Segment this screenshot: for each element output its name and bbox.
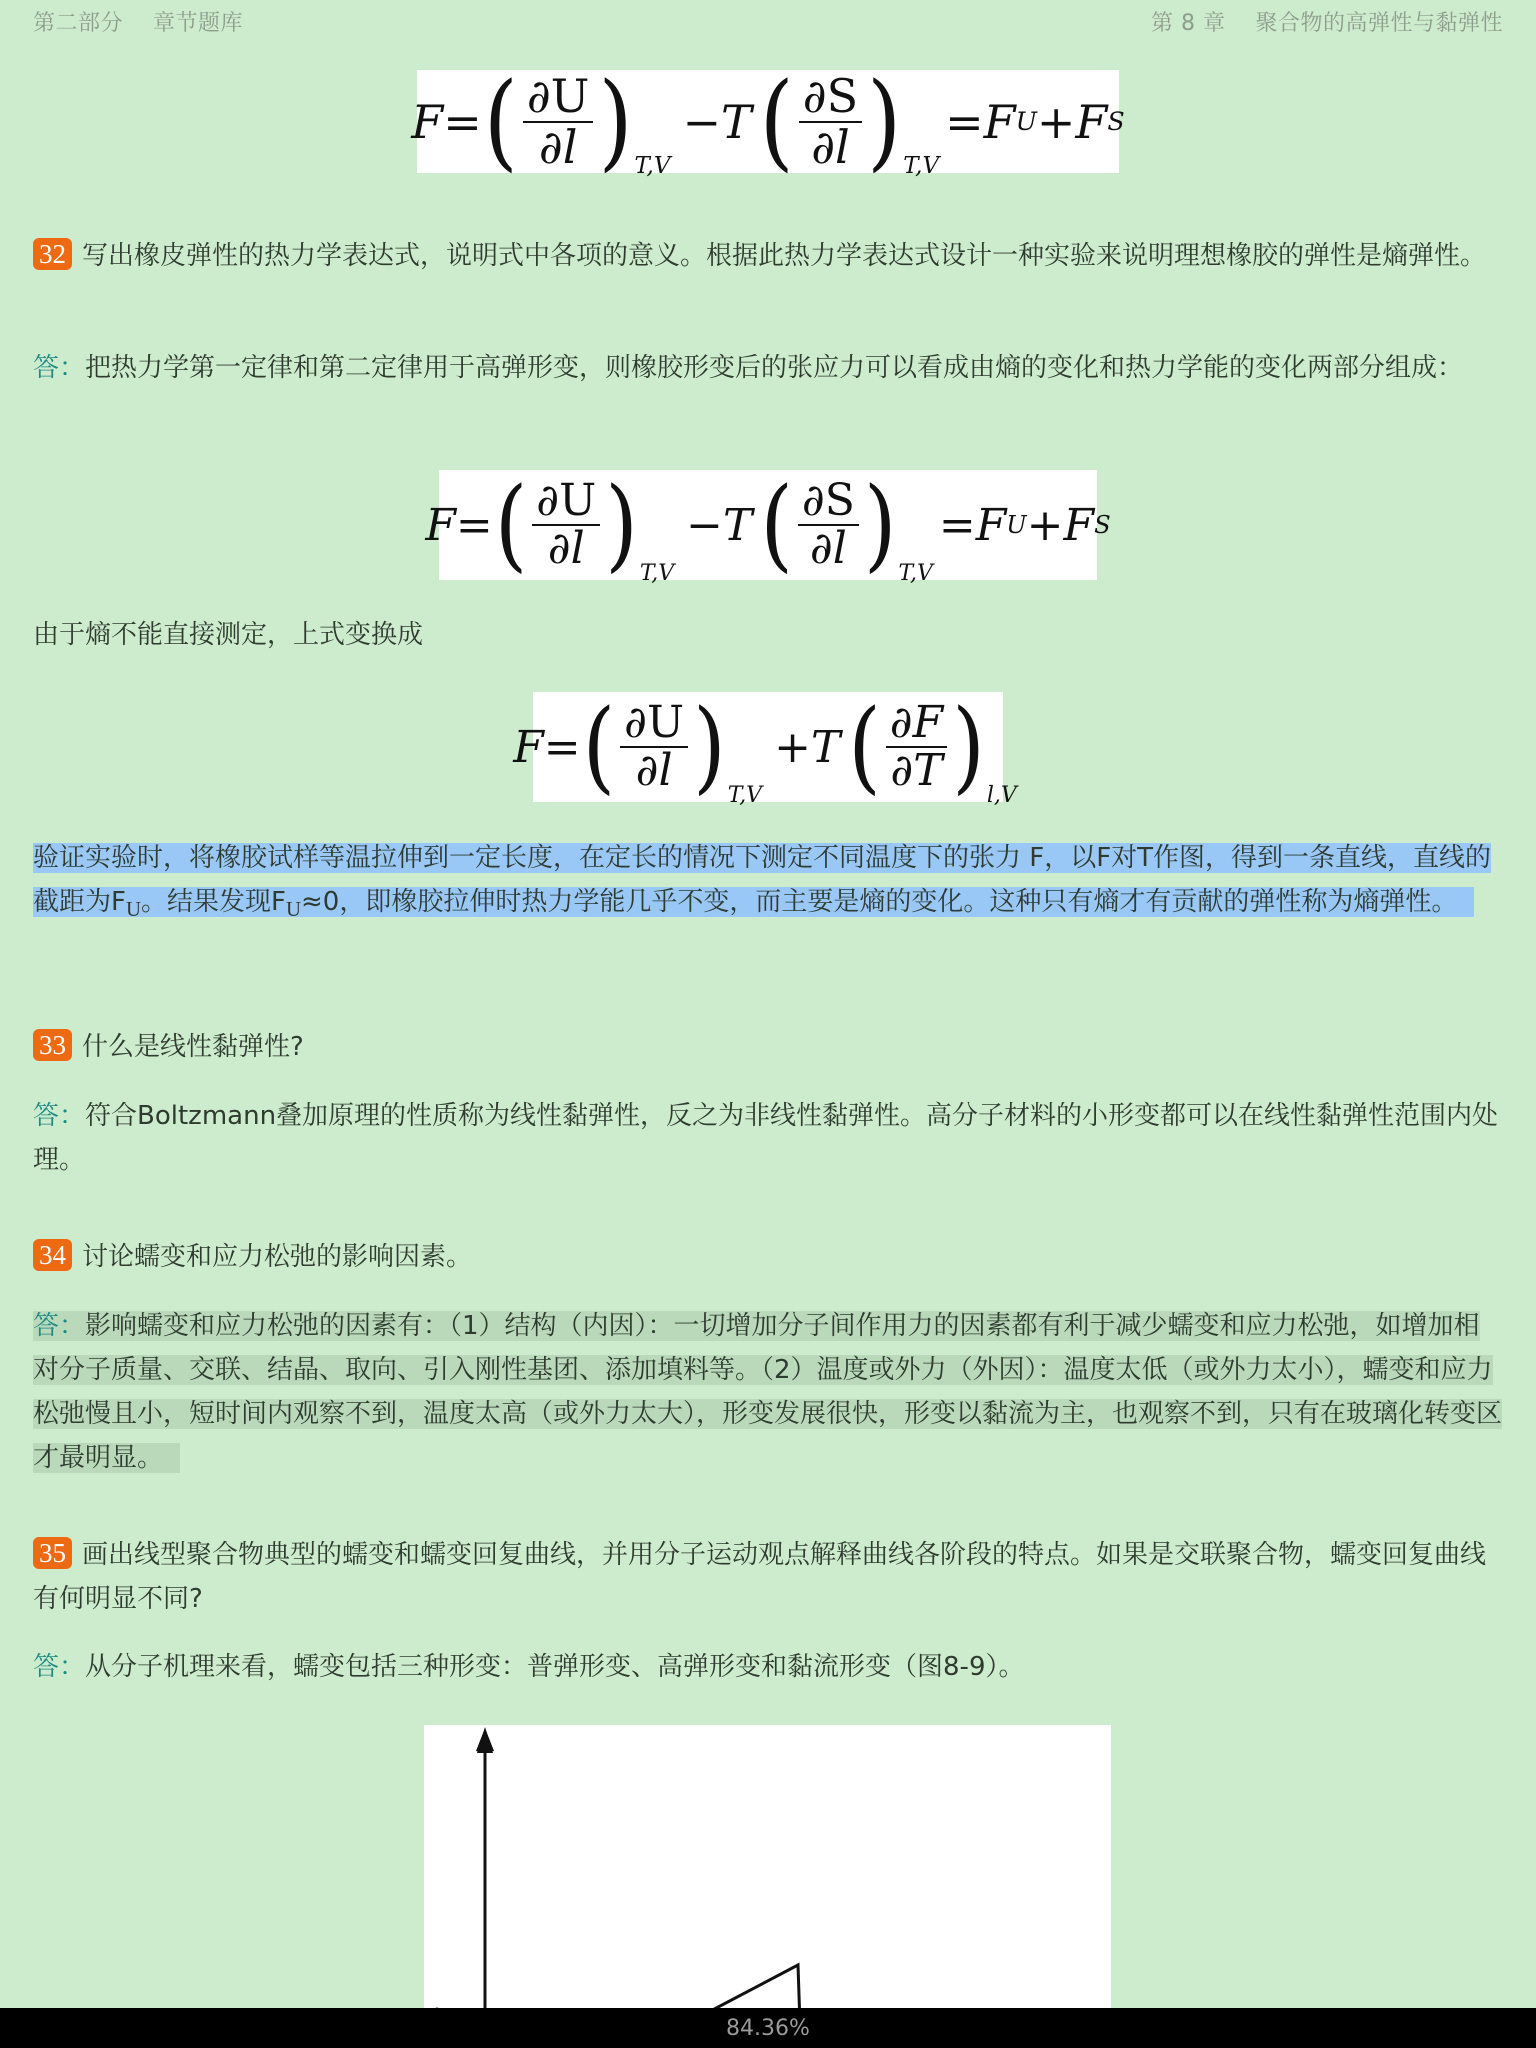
subscript: T,V	[727, 783, 763, 808]
question-34	[33, 1235, 1503, 1279]
question-32	[33, 234, 1503, 278]
subscript: U	[1015, 107, 1037, 136]
subscript: T,V	[903, 153, 940, 179]
subscript: l,V	[986, 783, 1017, 808]
question-text: 写出橡皮弹性的热力学表达式，说明式中各项的意义。根据此热力学表达式设计一种实验来说明理想橡胶的弹性是熵弹性。	[82, 241, 1487, 271]
chapter-number: 第 8 章	[1151, 11, 1226, 36]
body-text: 验证实验时，将橡胶试样等温拉伸到一定长度，在定长的情况下测定不同温度下的张力 F，以F对T作图，得到一条直线，直线的截距为F	[33, 843, 1492, 917]
formula-rhs: =F	[938, 499, 1007, 551]
question-33	[33, 1025, 1503, 1069]
chapter-heading	[1151, 6, 1503, 37]
operator: −T	[682, 94, 752, 149]
breadcrumb	[33, 6, 243, 37]
body-text: ≈0，即橡胶拉伸时热力学能几乎不变，而主要是熵的变化。这种只有熵才有贡献的弹性称为熵弹性。	[301, 887, 1458, 917]
subscript: S	[1107, 107, 1125, 136]
answer-34-highlighted	[33, 1304, 1503, 1480]
transition-text	[33, 613, 1503, 657]
formula-rhs: +F	[1026, 499, 1095, 551]
numerator: ∂S	[799, 72, 862, 122]
creep-curve-chart	[424, 1725, 1111, 2025]
formula-top: F= ( $\frac{\partial U}{\partial l}$ ) T,V −T ( $\frac{\partial S}{\partial l}$ ) T,V =F U +F S	[411, 59, 1125, 182]
subscript: T,V	[634, 153, 671, 179]
answer-text: 从分子机理来看，蠕变包括三种形变：普弹形变、高弹形变和黏流形变（图8-9）。	[85, 1652, 1025, 1682]
fraction	[799, 69, 862, 174]
formula-rhs: =F	[945, 94, 1016, 149]
subscript: T,V	[639, 561, 675, 586]
answer-label: 答：	[33, 1652, 86, 1682]
progress-percentage: 84.36%	[726, 2015, 810, 2041]
denominator: ∂l	[635, 745, 673, 796]
answer-32-intro	[33, 346, 1503, 390]
operator: +T	[774, 721, 841, 773]
selected-text[interactable]	[33, 843, 1492, 921]
answer-label: 答：	[33, 1311, 86, 1341]
fraction	[886, 696, 947, 796]
formula-1: F= ( $\frac{\partial U}{\partial l}$ ) T,V −T ( $\frac{\partial S}{\partial l}$ ) T,V =F U +F S	[425, 465, 1111, 586]
highlighted-text[interactable]	[33, 1311, 1502, 1473]
formula-2: F= ( $\frac{\partial U}{\partial l}$ ) T,V +T ( $\frac{\partial F}{\partial T}$ ) l,V	[513, 687, 1017, 808]
body-text: 由于熵不能直接测定，上式变换成	[33, 620, 424, 650]
chapter-title: 聚合物的高弹性与黏弹性	[1255, 11, 1503, 36]
answer-33	[33, 1094, 1503, 1182]
answer-label: 答：	[33, 1101, 86, 1131]
denominator: ∂l	[538, 119, 578, 174]
answer-text: 符合Boltzmann叠加原理的性质称为线性黏弹性，反之为非线性黏弹性。高分子材料的小形变都可以在线性黏弹性范围内处理。	[33, 1101, 1499, 1175]
subscript: U	[125, 898, 141, 921]
subscript: S	[1094, 511, 1111, 539]
numerator: ∂U	[523, 72, 594, 122]
body-text: 。结果发现F	[141, 887, 286, 917]
denominator: ∂l	[811, 119, 850, 174]
denominator: ∂l	[810, 523, 847, 574]
numerator: ∂S	[798, 478, 859, 526]
formula-lhs: F=	[425, 499, 493, 551]
question-text: 画出线型聚合物典型的蠕变和蠕变回复曲线，并用分子运动观点解释曲线各阶段的特点。如果是交联聚合物，蠕变回复曲线有何明显不同?	[33, 1540, 1487, 1614]
denominator: ∂T	[890, 745, 943, 796]
subscript: U	[1006, 511, 1027, 539]
answer-text: 影响蠕变和应力松弛的因素有：（1）结构（内因）：一切增加分子间作用力的因素都有利于减少蠕变和应力松弛，如增加相对分子质量、交联、结晶、取向、引入刚性基团、添加填料等。（2）温度或外力（外因）：温度太低（或外力太小），蠕变和应力松弛慢且小，短时间内观察不到，温度太高（或外力太大），形变发展很快，形变以黏流为主，也观察不到，只有在玻璃化转变区才最明显。	[33, 1311, 1503, 1473]
formula-lhs: F=	[513, 721, 581, 773]
numerator: ∂F	[886, 700, 947, 748]
fraction	[798, 474, 859, 574]
question-35	[33, 1533, 1503, 1621]
page-header	[0, 0, 1536, 40]
part-label: 第二部分	[33, 11, 124, 36]
fraction	[620, 696, 688, 796]
answer-label: 答：	[33, 353, 86, 383]
subscript: U	[285, 898, 301, 921]
numerator: ∂U	[620, 700, 688, 748]
formula-lhs: F=	[411, 94, 482, 149]
experiment-text-selected[interactable]	[33, 836, 1503, 932]
question-number-badge: 32	[33, 238, 72, 270]
creep-curve-figure	[424, 1725, 1111, 2025]
question-number-badge: 34	[33, 1239, 72, 1271]
question-number-badge: 33	[33, 1029, 72, 1061]
answer-35	[33, 1645, 1503, 1689]
y-axis-arrow-icon	[477, 1727, 493, 1753]
fraction	[523, 69, 594, 174]
section-label: 章节题库	[153, 11, 244, 36]
denominator: ∂l	[547, 523, 585, 574]
question-text: 讨论蠕变和应力松弛的影响因素。	[82, 1242, 473, 1272]
question-number-badge: 35	[33, 1537, 72, 1569]
fraction	[532, 474, 600, 574]
answer-text: 把热力学第一定律和第二定律用于高弹形变，则橡胶形变后的张应力可以看成由熵的变化和热力学能的变化两部分组成：	[85, 353, 1464, 383]
subscript: T,V	[898, 561, 933, 586]
numerator: ∂U	[532, 478, 600, 526]
operator: −T	[686, 499, 753, 551]
formula-rhs: +F	[1036, 94, 1108, 149]
question-text: 什么是线性黏弹性?	[82, 1032, 304, 1062]
reading-progress-bar	[0, 2008, 1536, 2048]
